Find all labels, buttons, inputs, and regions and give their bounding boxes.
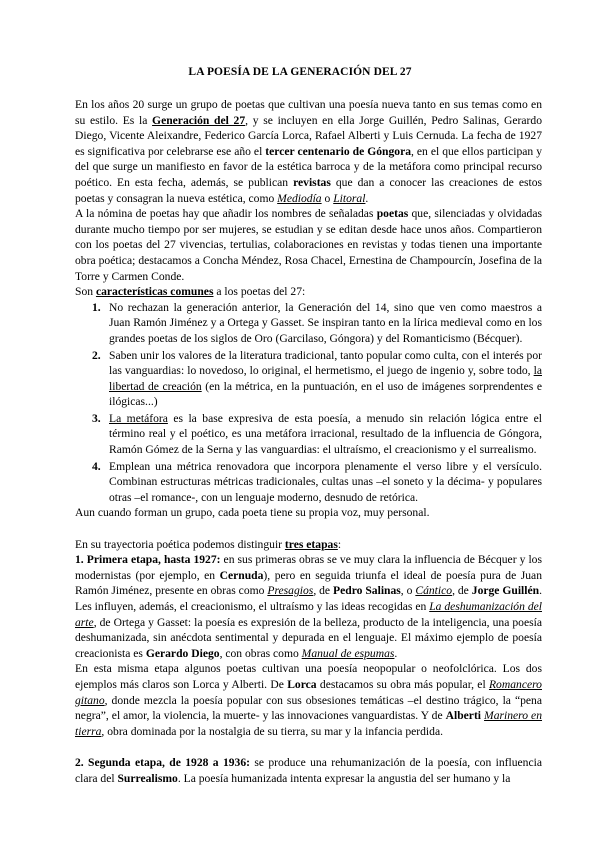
paragraph-gap: [75, 521, 542, 537]
poet-name: Alberti: [445, 709, 482, 723]
text-run: Emplean una métrica renovadora que incorpora plenamente el verso libre y el versículo. Combinan estructuras métricas tradicionales, cultas unas –el soneto y la décima- y populares otras –el romance-, con un lenguaje moderno, desnudo de retórica.: [109, 459, 542, 504]
text-run: A la nómina de poetas hay que añadir los nombres de señaladas: [75, 207, 377, 221]
key-term-centenario: tercer centenario de Góngora: [265, 144, 412, 158]
text-run: (en la métrica, en la puntuación, en el uso de imágenes sorprendentes e ilógicas...): [109, 379, 542, 409]
text-run: , donde mezcla la poesía popular con sus obsesiones temáticas –el destino trágico, la “pena negra”, el amor, la violencia, la muerte- y las innovaciones vanguardistas. Y de: [75, 693, 542, 723]
stage-heading: 1. Primera etapa, hasta 1927:: [75, 553, 221, 567]
text-run: En esta misma etapa algunos poetas cultivan una poesía neopopular o neofolclórica. Los dos ejemplos más claros son Lorca y Alberti. De: [75, 662, 542, 691]
key-term-caracteristicas: características comunes: [95, 285, 214, 299]
text-run: En los años 20 surge un grupo de poetas que cultivan una poesía nueva tanto en sus temas como en su estilo. Es la: [75, 98, 542, 127]
key-term-tres-etapas: tres etapas: [284, 537, 338, 551]
work-title: Romancero gitano: [75, 677, 542, 707]
list-number: 1.: [92, 300, 101, 314]
document-title: LA POESÍA DE LA GENERACIÓN DEL 27: [188, 66, 412, 78]
text-run: , en el que ellos participan y del que surge un manifiesto en favor de la estética barroca y de la metáfora como principal recurso poético. En esta fecha, además, se publican: [75, 144, 542, 189]
text-run: que, silenciadas y olvidadas durante mucho tiempo por ser mujeres, se estudian y se editan desde hace unos años. Compartieron con los poetas del 27 vivencias, tertulias, colaboraciones en revistas y todas tienen una importante obra poética; destacamos a Concha Méndez, Rosa Chacel, Ernestina de Champourcín, Josefina de la Torre y Carmen Conde.: [75, 207, 542, 283]
text-run: . Les influyen, además, el creacionismo, el ultraísmo y las ideas recogidas en: [75, 584, 543, 613]
text-run: , o: [400, 584, 416, 598]
key-term-generacion: Generación del 27: [152, 113, 246, 127]
text-run: es la base expresiva de esta poesía, a menudo sin relación lógica entre el término real y el poético, es una metáfora irracional, resultado de la influencia de Góngora, Ramón Gómez de la Serna y las vanguardias: el ultraísmo, el creacionismo y el surrealismo.: [109, 411, 542, 457]
magazine-title: Litoral: [333, 191, 366, 205]
paragraph-gap: [75, 739, 542, 755]
text-run: , de: [452, 584, 472, 598]
text-run: destacamos su obra más popular, el: [316, 677, 489, 691]
features-lead: [75, 284, 542, 300]
underlined-term: La metáfora: [109, 411, 168, 425]
features-closing: Aun cuando forman un grupo, cada poeta tiene su propia voz, muy personal.: [75, 506, 430, 520]
text-run: a los poetas del 27:: [213, 285, 306, 299]
work-title: Manual de espumas: [301, 646, 395, 660]
underlined-term: la libertad de creación: [109, 364, 542, 393]
text-run: , obra dominada por la nostalgia de su tierra, su mar y la infancia perdida.: [101, 724, 443, 738]
poet-name: Gerardo Diego: [145, 646, 220, 660]
text-run: .: [365, 191, 369, 205]
text-run: Son: [75, 285, 96, 299]
women-poets-paragraph: [75, 206, 542, 284]
text-run: , con obras como: [219, 646, 302, 660]
intro-paragraph: [75, 97, 542, 206]
key-term-surrealismo: Surrealismo: [117, 771, 178, 785]
poet-name: Cernuda: [219, 568, 264, 582]
work-title: Marinero en tierra: [75, 709, 543, 738]
text-run: . La poesía humanizada intenta expresar la angustia del ser humano y la: [177, 771, 511, 785]
key-term-poetas: poetas: [376, 207, 409, 221]
text-run: ), pero en seguida triunfa el ideal de poesía pura de Juan Ramón Jiménez, presente en obras como: [75, 568, 542, 598]
poet-name: Pedro Salinas: [333, 584, 401, 598]
work-title: Cántico: [415, 584, 453, 598]
list-number: 4.: [92, 459, 101, 473]
document-body: [75, 97, 542, 786]
list-item: [92, 459, 542, 506]
list-number: 2.: [92, 348, 101, 362]
text-run: en sus primeras obras se ve muy clara la influencia de Bécquer y los modernistas (por ejemplo, en: [75, 553, 542, 582]
stages-lead: [75, 537, 542, 553]
text-run: , de: [313, 584, 334, 598]
text-run: En su trayectoria poética podemos distinguir: [75, 537, 285, 551]
stage-one-paragraph: [75, 552, 542, 661]
text-run: :: [337, 537, 342, 551]
text-run: que dan a conocer las creaciones de estos poetas y consagran la nueva estética, como: [75, 175, 543, 205]
work-title: Presagios: [267, 584, 314, 598]
list-item: [92, 411, 542, 458]
key-term-revistas: revistas: [293, 175, 331, 189]
stage-heading: 2. Segunda etapa, de 1928 a 1936:: [75, 755, 250, 769]
text-run: o: [321, 191, 334, 205]
text-run: Saben unir los valores de la literatura tradicional, tanto popular como culta, con el interés por las vanguardias: lo novedoso, lo original, el hermetismo, el juego de ingenio y, sobre todo,: [109, 348, 542, 378]
poet-name: Jorge Guillén: [471, 584, 540, 598]
work-title: La deshumanización del arte: [75, 600, 542, 629]
features-list: [75, 300, 542, 506]
list-number: 3.: [92, 411, 101, 425]
neopopular-paragraph: [75, 661, 542, 739]
text-run: .: [394, 646, 398, 660]
text-run: se produce una rehumanización de la poesía, con influencia clara del: [75, 755, 542, 785]
magazine-title: Mediodía: [277, 191, 322, 205]
poet-name: Lorca: [287, 677, 317, 691]
list-item: [92, 348, 542, 410]
text-run: , de Ortega y Gasset: la poesía es expresión de la belleza, producto de la inteligencia, una poesía deshumanizada, sin anécdota sentimental y depurada en el lenguaje. El máximo ejemplo de poesía creacionista es: [75, 615, 542, 660]
stage-two-paragraph: [75, 755, 542, 786]
text-run: No rechazan la generación anterior, la Generación del 14, sino que ven como maestros a Juan Ramón Jiménez y a Ortega y Gasset. Se inspiran tanto en la lírica medieval como en los grandes poetas de los siglos de Oro (Garcilaso, Góngora) y del Romanticismo (Bécquer).: [109, 300, 542, 345]
text-run: , y se incluyen en ella Jorge Guillén, Pedro Salinas, Gerardo Diego, Vicente Aleixandre, Federico García Lorca, Rafael Alberti y Luis Cernuda. La fecha de 1927 es significativa por celebrarse ese año el: [75, 113, 542, 158]
list-item: [92, 300, 542, 347]
